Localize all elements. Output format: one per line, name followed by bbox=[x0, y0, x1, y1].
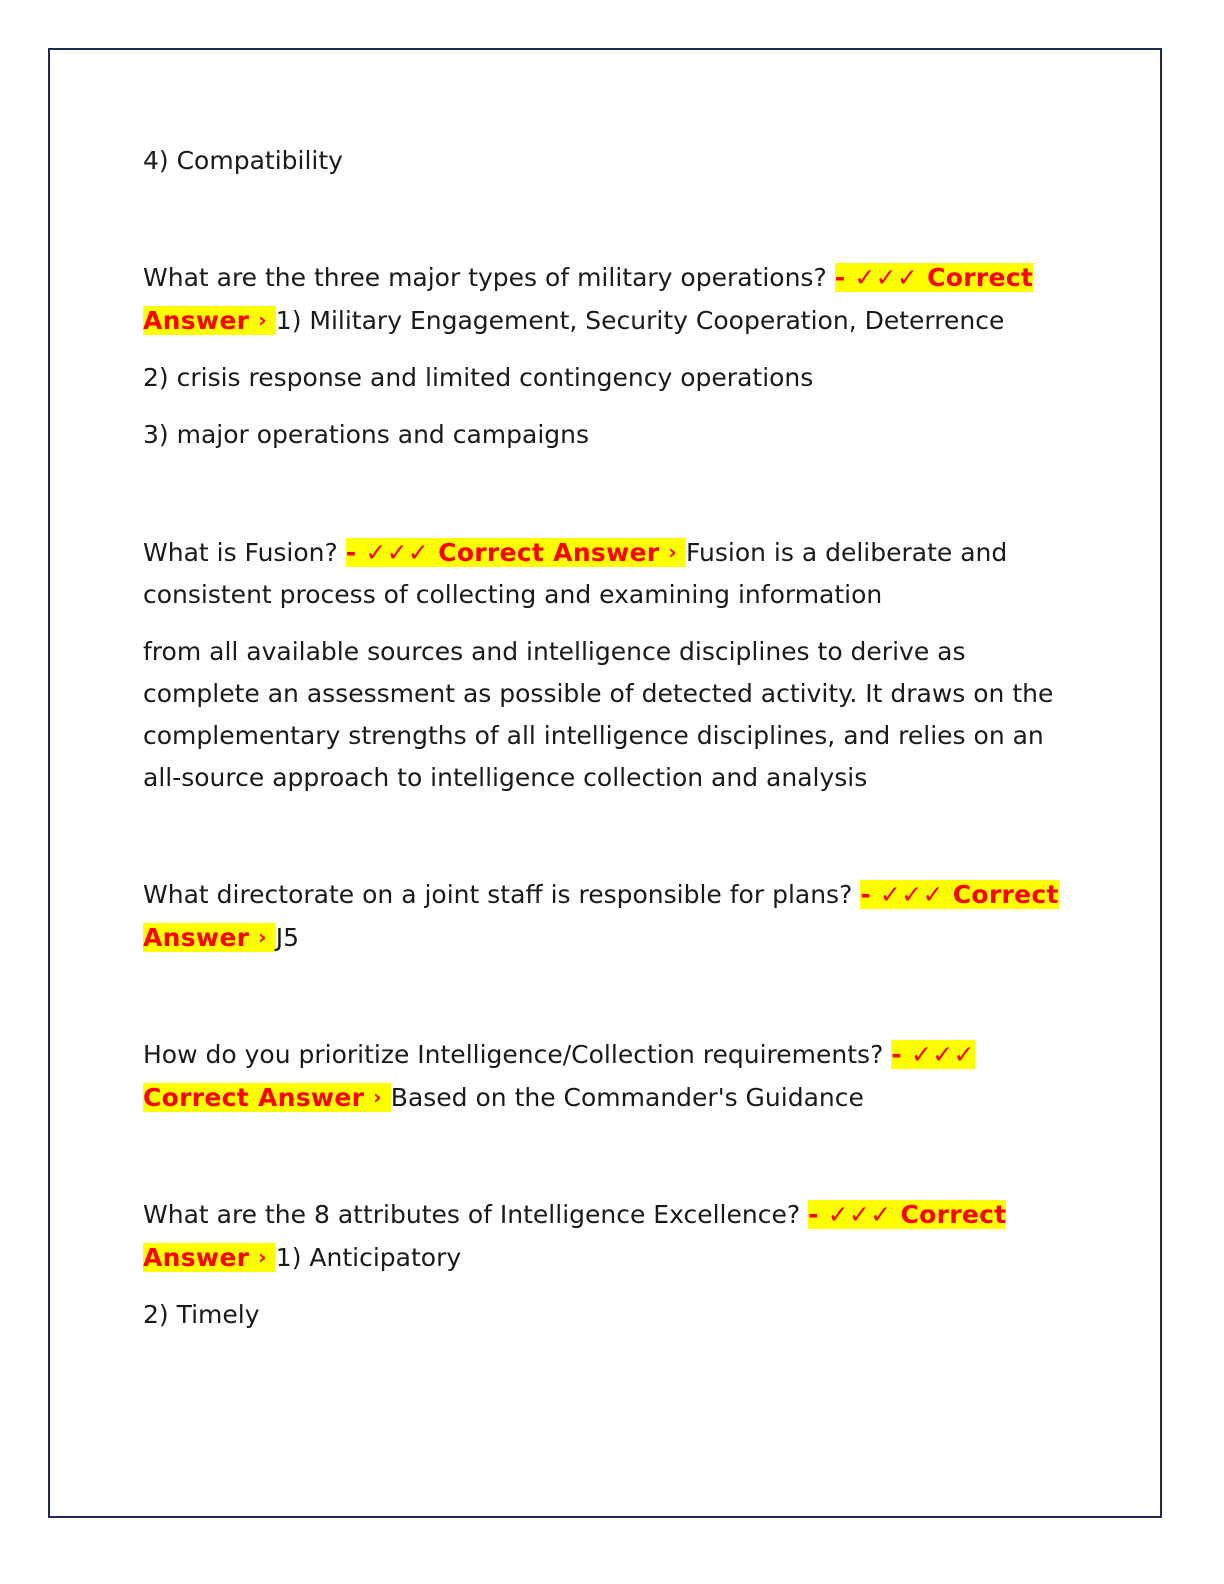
question-text: What are the 8 attributes of Intelligence Excellence? bbox=[143, 1200, 801, 1229]
correct-answer-marker: - ✓✓✓ Correct Answer › bbox=[143, 1040, 975, 1112]
answer-line: 2) crisis response and limited contingency operations bbox=[143, 363, 814, 392]
list-item: 4) Compatibility bbox=[143, 146, 343, 175]
answer-paragraph: from all available sources and intelligence disciplines to derive as complete an assessment as possible of detected activity. It draws on the complementary strengths of all intelligence disciplines, and relies on an all-source approach to intelligence collection and analysis bbox=[143, 637, 1054, 792]
qa-question bbox=[143, 257, 1083, 342]
question-text: What is Fusion? bbox=[143, 538, 338, 567]
chevron-right-icon: › bbox=[258, 925, 267, 949]
answer-text: Based on the Commander's Guidance bbox=[390, 1083, 864, 1112]
chevron-right-icon: › bbox=[668, 540, 677, 564]
correct-answer-marker: - ✓✓✓ Correct Answer › bbox=[346, 538, 686, 567]
correct-answer-marker: - ✓✓✓ Correct Answer › bbox=[143, 263, 1034, 335]
answer-text: 1) Anticipatory bbox=[275, 1243, 462, 1272]
chevron-right-icon: › bbox=[258, 308, 267, 332]
answer-text: Fusion is a deliberate and consistent process of collecting and examining information bbox=[143, 538, 1008, 609]
qa-question bbox=[143, 874, 1083, 959]
question-text: What are the three major types of military operations? bbox=[143, 263, 827, 292]
question-text: How do you prioritize Intelligence/Collection requirements? bbox=[143, 1040, 884, 1069]
document-body bbox=[143, 140, 1083, 1336]
answer-text: J5 bbox=[275, 923, 300, 952]
qa-question bbox=[143, 1194, 1083, 1279]
correct-answer-marker: - ✓✓✓ Correct Answer › bbox=[143, 1200, 1007, 1272]
answer-line: 2) Timely bbox=[143, 1300, 260, 1329]
qa-question bbox=[143, 1034, 1083, 1119]
qa-question bbox=[143, 531, 1083, 616]
answer-text: 1) Military Engagement, Security Cooperation, Deterrence bbox=[275, 306, 1005, 335]
answer-line: 3) major operations and campaigns bbox=[143, 420, 590, 449]
chevron-right-icon: › bbox=[258, 1245, 267, 1269]
question-text: What directorate on a joint staff is responsible for plans? bbox=[143, 880, 853, 909]
chevron-right-icon: › bbox=[373, 1085, 382, 1109]
correct-answer-marker: - ✓✓✓ Correct Answer › bbox=[143, 880, 1059, 952]
